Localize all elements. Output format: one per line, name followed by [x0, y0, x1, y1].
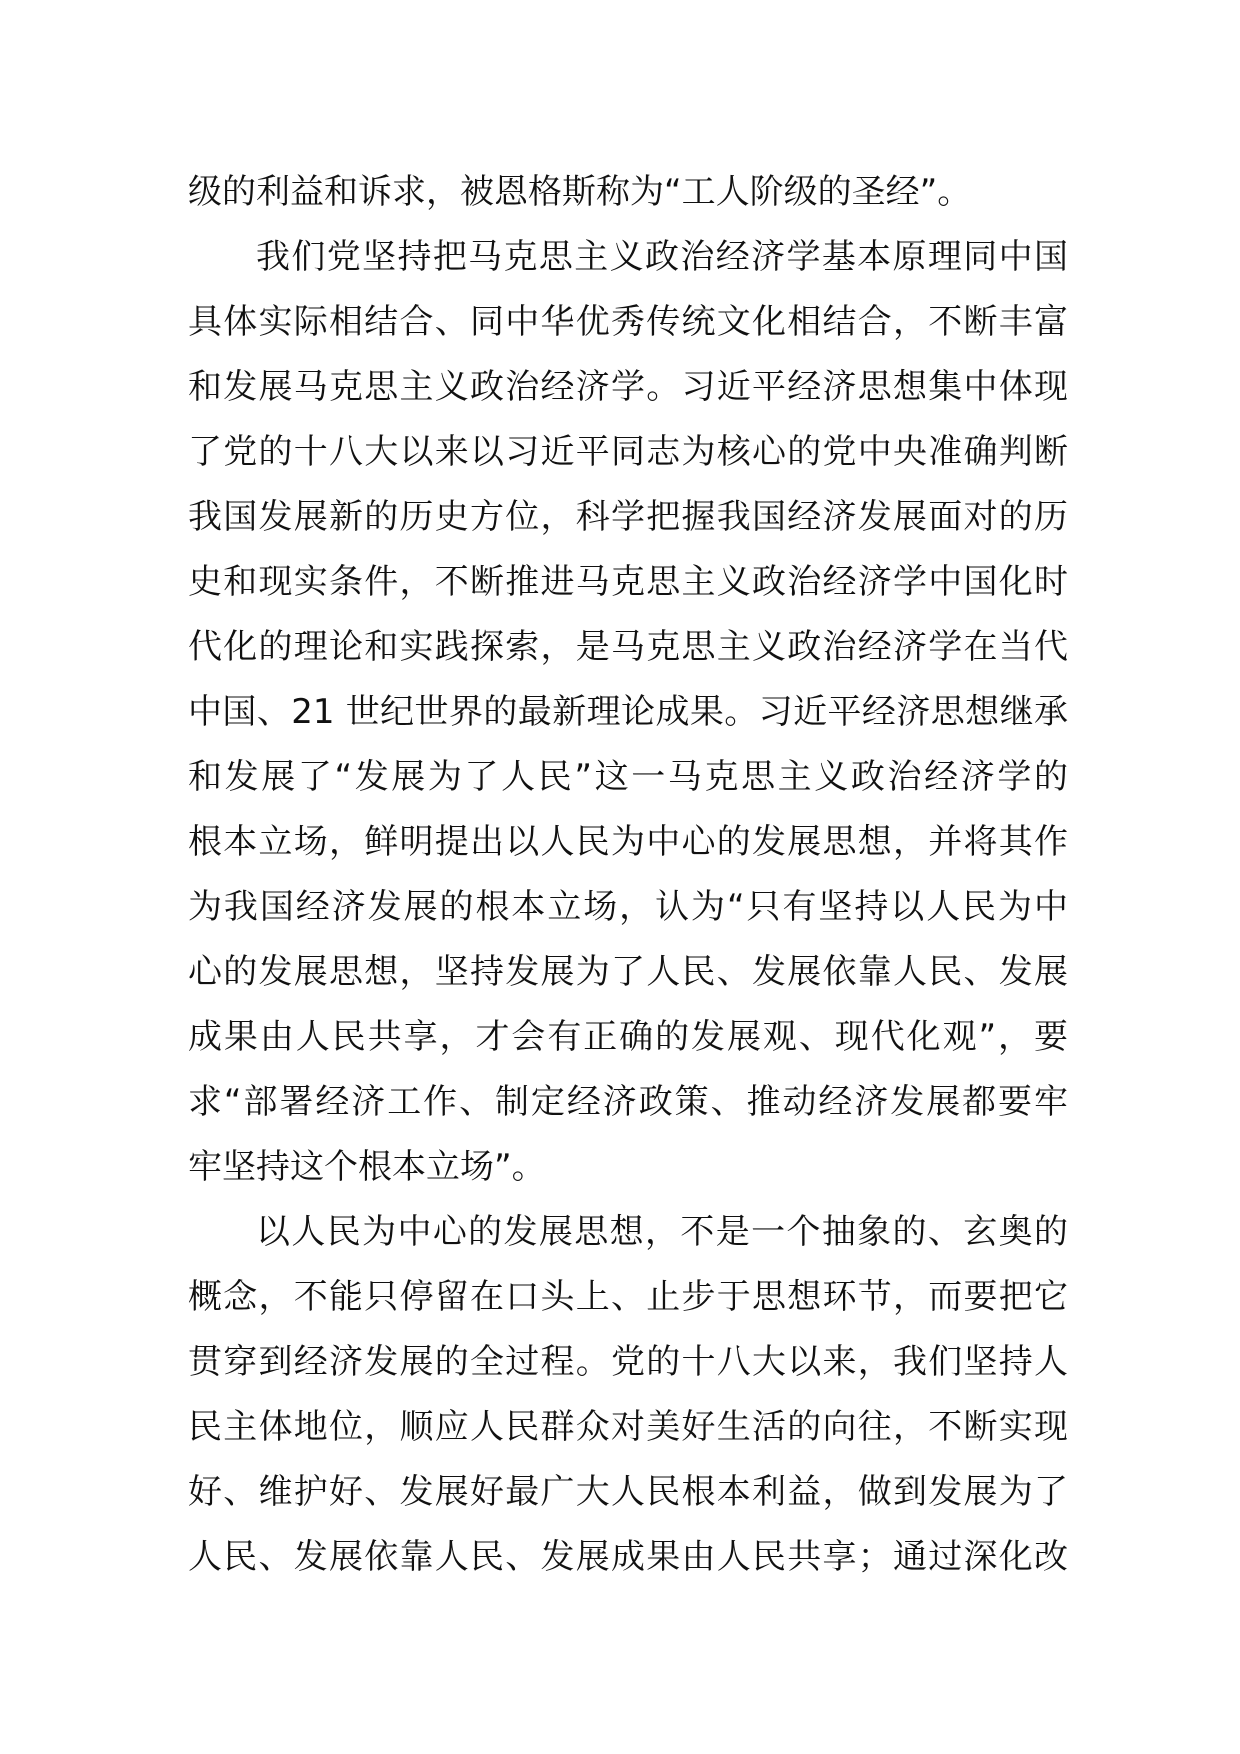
- text-line: 级的利益和诉求，被恩格斯称为“工人阶级的圣经”。: [188, 172, 972, 212]
- body-text: [188, 160, 1068, 1590]
- text-line: 成果由人民共享，才会有正确的发展观、现代化观”，要: [188, 1017, 1068, 1057]
- paragraph-first-line: 我们党坚持把马克思主义政治经济学基本原理同中国: [256, 237, 1068, 277]
- text-line: 根本立场，鲜明提出以人民为中心的发展思想，并将其作: [188, 822, 1068, 862]
- text-line: 史和现实条件，不断推进马克思主义政治经济学中国化时: [188, 562, 1068, 602]
- text-line: 和发展了“发展为了人民”这一马克思主义政治经济学的: [188, 757, 1068, 797]
- text-line: 具体实际相结合、同中华优秀传统文化相结合，不断丰富: [188, 302, 1068, 342]
- text-line: 了党的十八大以来以习近平同志为核心的党中央准确判断: [188, 432, 1068, 472]
- text-line: 贯穿到经济发展的全过程。党的十八大以来，我们坚持人: [188, 1342, 1068, 1382]
- text-line: 好、维护好、发展好最广大人民根本利益，做到发展为了: [188, 1472, 1068, 1512]
- text-line: 牢坚持这个根本立场”。: [188, 1147, 546, 1187]
- text-line: 民主体地位，顺应人民群众对美好生活的向往，不断实现: [188, 1407, 1068, 1447]
- text-line: 心的发展思想，坚持发展为了人民、发展依靠人民、发展: [188, 952, 1068, 992]
- text-line: 中国、21 世纪世界的最新理论成果。习近平经济思想继承: [188, 692, 1068, 732]
- text-line: 和发展马克思主义政治经济学。习近平经济思想集中体现: [188, 367, 1068, 407]
- text-line: 求“部署经济工作、制定经济政策、推动经济发展都要牢: [188, 1082, 1068, 1122]
- text-line: 概念，不能只停留在口头上、止步于思想环节，而要把它: [188, 1277, 1068, 1317]
- paragraph-first-line: 以人民为中心的发展思想，不是一个抽象的、玄奥的: [256, 1212, 1068, 1252]
- text-line: 为我国经济发展的根本立场，认为“只有坚持以人民为中: [188, 887, 1068, 927]
- text-line: 代化的理论和实践探索，是马克思主义政治经济学在当代: [188, 627, 1068, 667]
- text-line: 人民、发展依靠人民、发展成果由人民共享；通过深化改: [188, 1537, 1068, 1577]
- text-line: 我国发展新的历史方位，科学把握我国经济发展面对的历: [188, 497, 1068, 537]
